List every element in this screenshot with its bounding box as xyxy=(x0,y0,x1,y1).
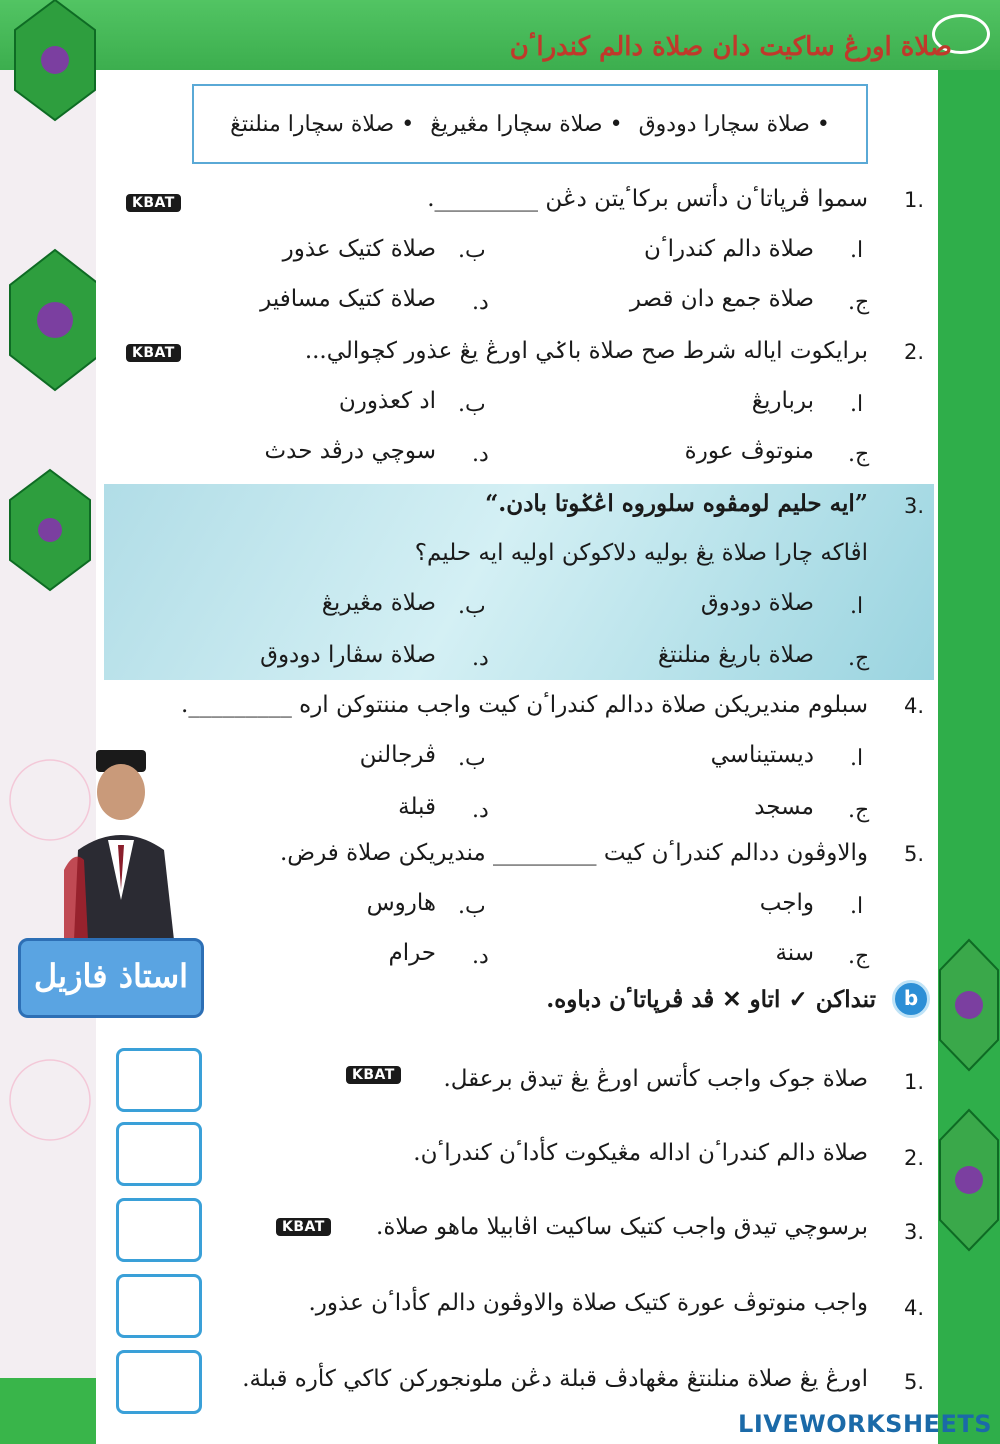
option-text: برباريڠ xyxy=(751,388,814,414)
option-letter: د. xyxy=(472,646,489,671)
statement-text: واجب منوتوڤ عورة كتيک صلاة والاوڤون دالم كأداٴن عذور. xyxy=(308,1290,868,1316)
option-letter: د. xyxy=(472,798,489,823)
option-text: صلاة كتيک مسافير xyxy=(260,286,436,312)
option-text: سنة xyxy=(775,940,814,966)
option-text: اد كعذورن xyxy=(338,388,436,414)
option-letter: ج. xyxy=(848,944,870,969)
options-box xyxy=(192,84,868,164)
option-letter: ج. xyxy=(848,798,870,823)
option-text: صلاة جمع دان قصر xyxy=(629,286,814,312)
page-title: صلاة اورڠ ساكيت دان صلاة دالم كندراٴن xyxy=(509,32,952,62)
question-text: والاوڤون ددالم كندراٴن كيت _________ منديريكن صلاة فرض. xyxy=(279,840,868,866)
option-text: صلاة كتيک عذور xyxy=(282,236,436,262)
option-letter: ا. xyxy=(850,238,864,263)
option-text: واجب xyxy=(759,890,814,916)
option-letter: ب. xyxy=(458,594,486,619)
option-letter: د. xyxy=(472,944,489,969)
statement-number: 4. xyxy=(904,1296,925,1320)
statement-number: 3. xyxy=(904,1220,925,1244)
bottom-left-green-block xyxy=(0,1378,110,1444)
statement-text: اورڠ يڠ صلاة منلنتڠ مڠهادڤ قبلة دڠن ملونجوركن كاكي كأره قبلة. xyxy=(242,1366,868,1392)
option-text: قبلة xyxy=(398,794,436,820)
left-islamic-ornament xyxy=(0,0,110,1378)
answer-box[interactable] xyxy=(116,1048,202,1112)
option-text: حرام xyxy=(388,940,436,966)
question-text: سبلوم منديريكن صلاة ددالم كندراٴن كيت واجب مننتوكن اره _________. xyxy=(181,692,868,718)
liveworksheets-watermark: LIVEWORKSHEETS xyxy=(738,1410,992,1438)
option-letter: ا. xyxy=(850,392,864,417)
option-text: صلاة سڤارا دودوق xyxy=(260,642,436,668)
right-islamic-ornament xyxy=(938,930,1000,1270)
section-b-badge: b xyxy=(892,980,930,1018)
option-text: ڤرجالنن xyxy=(359,742,436,768)
question-text: اڤاكه چارا صلاة يڠ بوليه دلاكوكن اوليه ايه حليم؟ xyxy=(414,540,868,566)
kbat-badge: KBAT xyxy=(126,194,181,212)
option-text: صلاة دالم كندراٴن xyxy=(644,236,814,262)
option-text: منوتوڤ عورة xyxy=(684,438,814,464)
option-text: ديستيناسي xyxy=(710,742,814,768)
answer-box[interactable] xyxy=(116,1350,202,1414)
option-letter: ا. xyxy=(850,746,864,771)
answer-box[interactable] xyxy=(116,1274,202,1338)
option-text: صلاة باريڠ منلنتڠ xyxy=(657,642,814,668)
kbat-badge: KBAT xyxy=(276,1218,331,1236)
statement-number: 2. xyxy=(904,1146,925,1170)
question-number: 3. xyxy=(904,494,925,518)
option-text: مسجد xyxy=(754,794,814,820)
question-number: 1. xyxy=(904,188,925,212)
option-text: صلاة مڠيريڠ xyxy=(321,590,436,616)
option-letter: ج. xyxy=(848,442,870,467)
question-quote: ”ايه حليم لومڤوه سلوروه اڠݢوتا بادن.“ xyxy=(485,490,868,517)
option-item: • صلاة سچارا منلنتڠ xyxy=(230,111,415,137)
answer-box[interactable] xyxy=(116,1122,202,1186)
option-text: هاروس xyxy=(366,890,436,916)
option-letter: ج. xyxy=(848,290,870,315)
option-text: صلاة دودوق xyxy=(700,590,814,616)
option-letter: ب. xyxy=(458,238,486,263)
kbat-badge: KBAT xyxy=(126,344,181,362)
statement-text: صلاة دالم كندراٴن اداله مڠيكوت كأداٴن كندراٴن. xyxy=(413,1140,868,1166)
option-letter: ا. xyxy=(850,894,864,919)
option-letter: ا. xyxy=(850,594,864,619)
option-letter: ب. xyxy=(458,392,486,417)
option-letter: ب. xyxy=(458,894,486,919)
option-letter: ج. xyxy=(848,646,870,671)
teacher-name-label: استاذ فازيل xyxy=(18,938,204,1018)
answer-box[interactable] xyxy=(116,1198,202,1262)
question-text: برايكوت اياله شرط صح صلاة باݢي اورڠ يڠ عذور كچوالي... xyxy=(304,338,868,364)
statement-text: برسوچي تيدق واجب كتيک ساكيت اڤابيلا ماهو صلاة. xyxy=(376,1214,868,1240)
option-letter: ب. xyxy=(458,746,486,771)
option-text: سوچي درڤد حدث xyxy=(264,438,436,464)
option-letter: د. xyxy=(472,442,489,467)
statement-number: 5. xyxy=(904,1370,925,1394)
question-number: 2. xyxy=(904,340,925,364)
kbat-badge: KBAT xyxy=(346,1066,401,1084)
option-letter: د. xyxy=(472,290,489,315)
question-text: سموا ڤرڽاتاٴن دأتس بركاٴيتن دڠن _________. xyxy=(427,186,868,212)
option-item: • صلاة سچارا دودوق xyxy=(638,111,830,137)
statement-text: صلاة جوک واجب کأتس اورڠ يڠ تيدق برعقل. xyxy=(443,1066,868,1092)
teacher-photo xyxy=(64,750,184,940)
question-number: 4. xyxy=(904,694,925,718)
question-number: 5. xyxy=(904,842,925,866)
option-item: • صلاة سچارا مڠيريڠ xyxy=(430,111,623,137)
section-b-instruction: تنداكن ✓ اتاو ✕ ڤد ڤرڽاتاٴن دباوه. xyxy=(546,986,876,1013)
statement-number: 1. xyxy=(904,1070,925,1094)
